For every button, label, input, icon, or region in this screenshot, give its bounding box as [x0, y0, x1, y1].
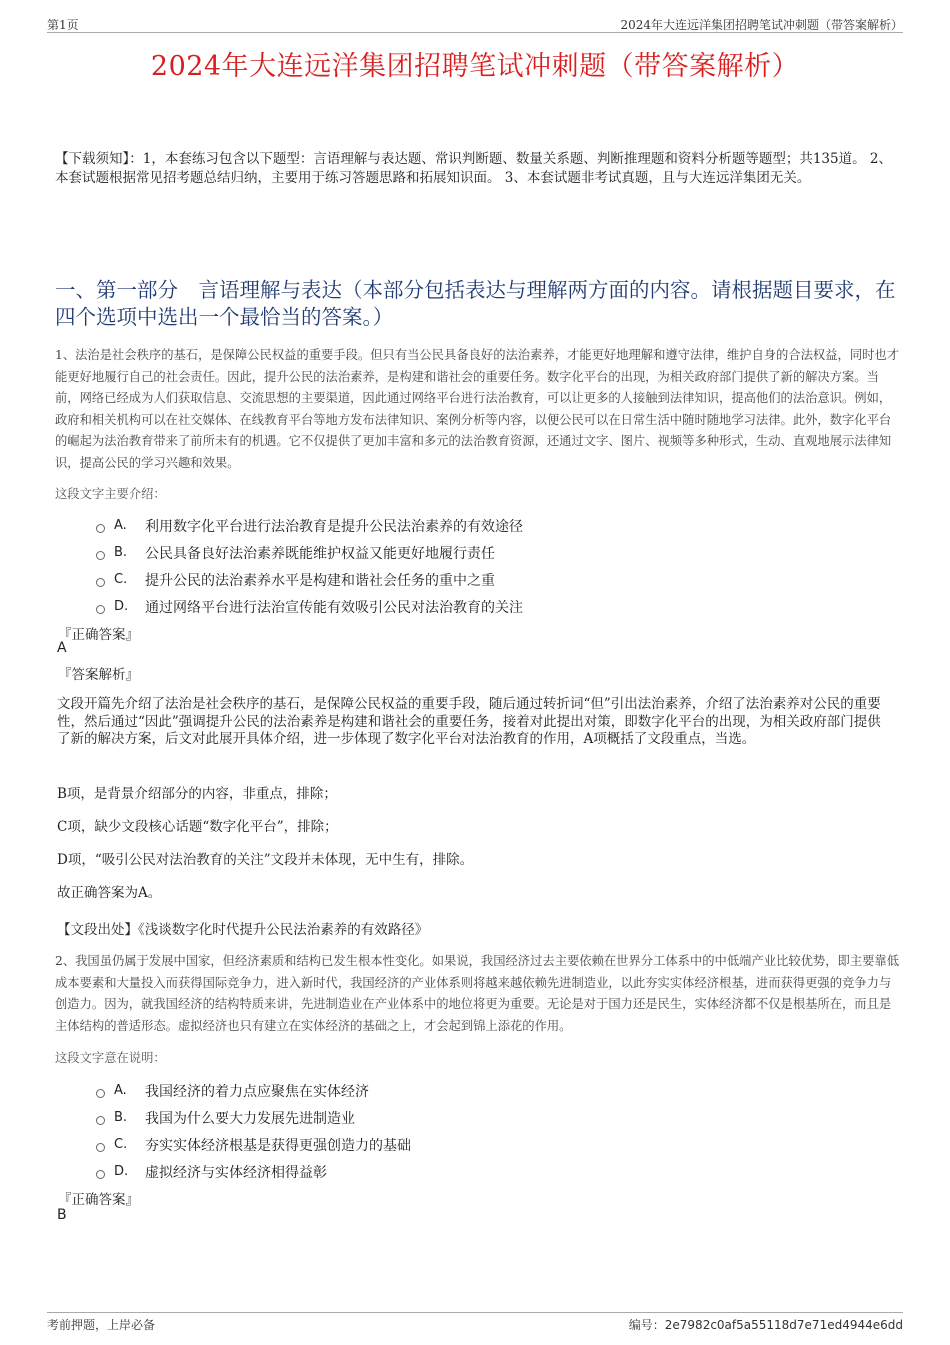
radio-icon[interactable]	[96, 524, 105, 533]
radio-icon[interactable]	[96, 1143, 105, 1152]
question-2-answer: B	[57, 1207, 67, 1223]
question-1-analysis-p4: D项，“吸引公民对法治教育的关注”文段并未体现，无中生有，排除。	[57, 852, 474, 868]
question-1-options	[96, 512, 876, 620]
question-1-option-a[interactable]: A. 利用数字化平台进行法治教育是提升公民法治素养的有效途径	[96, 512, 876, 539]
question-2-answer-label: 『正确答案』	[58, 1192, 139, 1208]
page-footer	[47, 1312, 903, 1335]
question-1-analysis-label: 『答案解析』	[58, 667, 139, 683]
question-2-stem: 2、我国虽仍属于发展中国家，但经济素质和结构已发生根本性变化。如果说，我国经济过去主要依赖在世界分工体系中的中低端产业比较优势，即主要靠低成本要素和大量投入而获得国际竞争力，进入新时代，我国经济的产业体系则将越来越依赖先进制造业，以此夯实实体经济根基，进而获得更强的竞争力与创造力。因为，就我国经济的结构特质来讲，先进制造业在产业体系中的地位将更为重要。无论是对于国力还是民生，实体经济都不仅是根基所在，而且是主体结构的普适形态。虚拟经济也只有建立在实体经济的基础之上，才会起到锦上添花的作用。	[55, 954, 900, 1033]
question-2-option-c[interactable]: C. 夯实实体经济根基是获得更强创造力的基础	[96, 1131, 876, 1158]
question-1-analysis-p5: 故正确答案为A。	[57, 885, 162, 901]
question-2-option-d[interactable]: D. 虚拟经济与实体经济相得益彰	[96, 1158, 876, 1185]
page-header	[47, 14, 903, 33]
question-2-options	[96, 1077, 876, 1185]
question-2-prompt: 这段文字意在说明：	[55, 1051, 166, 1065]
radio-icon[interactable]	[96, 605, 105, 614]
question-1-option-c[interactable]: C. 提升公民的法治素养水平是构建和谐社会任务的重中之重	[96, 566, 876, 593]
question-1-option-d[interactable]: D. 通过网络平台进行法治宣传能有效吸引公民对法治教育的关注	[96, 593, 876, 620]
question-1-stem: 1、法治是社会秩序的基石，是保障公民权益的重要手段。但只有当公民具备良好的法治素养，才能更好地理解和遵守法律，维护自身的合法权益，同时也才能更好地履行自己的社会责任。因此，提升公民的法治素养，是构建和谐社会的重要任务。数字化平台的出现，为相关政府部门提供了新的解决方案。当前，网络已经成为人们获取信息、交流思想的主要渠道，因此通过网络平台进行法治教育，可以让更多的人接触到法律知识，提高他们的法治意识。例如，政府和相关机构可以在社交媒体、在线教育平台等地方发布法律知识、案例分析等内容，以便公民可以在日常生活中随时随地学习法律。此外，数字化平台的崛起为法治教育带来了前所未有的机遇。它不仅提供了更加丰富和多元的法治教育资源，还通过文字、图片、视频等多种形式，生动、直观地展示法律知识，提高公民的学习兴趣和效果。	[55, 348, 900, 470]
question-1-prompt: 这段文字主要介绍：	[55, 487, 166, 501]
question-1-source: 【文段出处】《浅谈数字化时代提升公民法治素养的有效路径》	[57, 922, 429, 938]
radio-icon[interactable]	[96, 1089, 105, 1098]
radio-icon[interactable]	[96, 1116, 105, 1125]
radio-icon[interactable]	[96, 1170, 105, 1179]
question-1-option-b[interactable]: B. 公民具备良好法治素养既能维护权益又能更好地履行责任	[96, 539, 876, 566]
question-2-option-b[interactable]: B. 我国为什么要大力发展先进制造业	[96, 1104, 876, 1131]
question-2-option-a[interactable]: A. 我国经济的着力点应聚焦在实体经济	[96, 1077, 876, 1104]
footer-code: 编号：2e7982c0af5a55118d7e71ed4944e6dd	[628, 1318, 903, 1332]
header-doc-title: 2024年大连远洋集团招聘笔试冲刺题（带答案解析）	[620, 18, 903, 32]
question-1-analysis-p3: C项，缺少文段核心话题“数字化平台”，排除；	[57, 819, 338, 835]
footer-slogan: 考前押题，上岸必备	[47, 1318, 156, 1332]
question-1-answer: A	[57, 640, 67, 656]
radio-icon[interactable]	[96, 578, 105, 587]
question-1-analysis-p2: B项，是背景介绍部分的内容，非重点，排除；	[57, 786, 337, 802]
section-heading: 一、第一部分 言语理解与表达（本部分包括表达与理解两方面的内容。请根据题目要求，在四个选项中选出一个最恰当的答案。）	[55, 278, 896, 329]
document-title: 2024年大连远洋集团招聘笔试冲刺题（带答案解析）	[150, 51, 800, 82]
question-1-answer-label: 『正确答案』	[58, 627, 139, 643]
radio-icon[interactable]	[96, 551, 105, 560]
page-number: 第1页	[47, 18, 79, 32]
question-1-analysis-p1: 文段开篇先介绍了法治是社会秩序的基石，是保障公民权益的重要手段，随后通过转折词“但”引出法治素养，介绍了法治素养对公民的重要性，然后通过“因此”强调提升公民的法治素养是构建和谐社会的重要任务，接着对此提出对策，即数字化平台的出现，为相关政府部门提供了新的解决方案，后文对此展开具体介绍，进一步体现了数字化平台对法治教育的作用，A项概括了文段重点，当选。	[57, 696, 881, 747]
download-notice: 【下载须知】：1，本套练习包含以下题型：言语理解与表达题、常识判断题、数量关系题、判断推理题和资料分析题等题型；共135道。 2、本套试题根据常见招考题总结归纳，主要用于练习答题思路和拓展知识面。 3、本套试题非考试真题，且与大连远洋集团无关。	[55, 151, 892, 186]
